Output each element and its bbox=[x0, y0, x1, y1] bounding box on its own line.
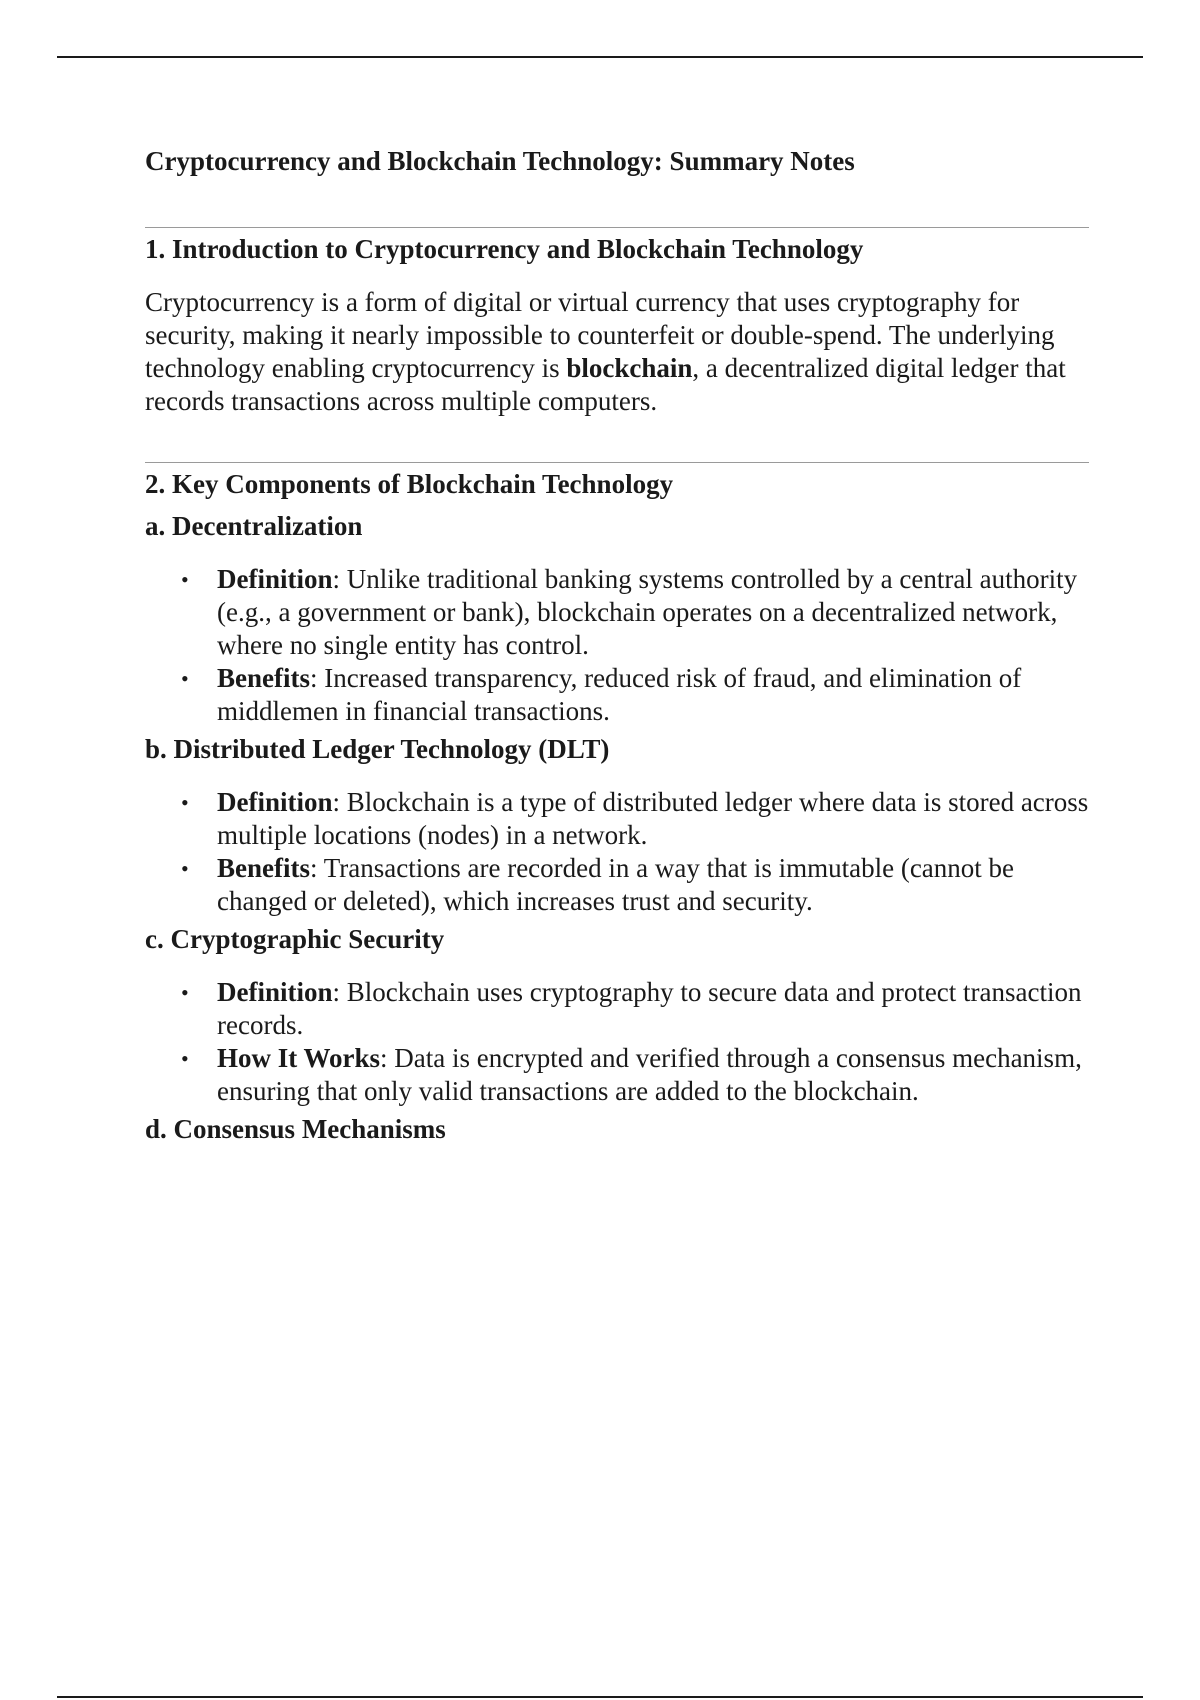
bullet-term: Definition bbox=[217, 564, 333, 594]
bullet-text: : Data is encrypted and verified through a consensus mechanism, ensuring that only valid transactions are added to the blockchain. bbox=[217, 1043, 1082, 1106]
bullet-term: Definition bbox=[217, 787, 333, 817]
bullet-text: : Increased transparency, reduced risk of fraud, and elimination of middlemen in financial transactions. bbox=[217, 663, 1022, 726]
bullet-item bbox=[181, 662, 1089, 728]
bullet-term: How It Works bbox=[217, 1043, 381, 1073]
bullet-term: Benefits bbox=[217, 853, 310, 883]
bullet-dot-icon: • bbox=[181, 856, 189, 881]
page-top-rule bbox=[57, 56, 1143, 58]
bullet-dot-icon: • bbox=[181, 1046, 189, 1071]
bullet-list-cryptographic-security bbox=[145, 976, 1089, 1108]
bullet-item bbox=[181, 786, 1089, 852]
bullet-text: : Transactions are recorded in a way that is immutable (cannot be changed or deleted), which increases trust and security. bbox=[217, 853, 1015, 916]
subsection-heading-dlt: b. Distributed Ledger Technology (DLT) bbox=[145, 734, 610, 764]
document-title: Cryptocurrency and Blockchain Technology: Summary Notes bbox=[145, 146, 855, 176]
document-body bbox=[145, 140, 1089, 1150]
bullet-text: : Blockchain uses cryptography to secure data and protect transaction records. bbox=[217, 977, 1082, 1040]
paragraph-text-start: Cryptocurrency is a form of digital or virtual currency that uses cryptography for security, making it nearly impossible to counterfeit or double-spend. The underlying technology enabling cryptocurrency is bbox=[145, 287, 1055, 383]
bullet-term: Benefits bbox=[217, 663, 310, 693]
section-1-heading: 1. Introduction to Cryptocurrency and Blockchain Technology bbox=[145, 234, 864, 264]
bullet-list-decentralization bbox=[145, 563, 1089, 728]
subsection-heading-consensus-mechanisms: d. Consensus Mechanisms bbox=[145, 1114, 446, 1144]
bullet-dot-icon: • bbox=[181, 567, 189, 592]
paragraph-bold-term: blockchain bbox=[566, 353, 693, 383]
bullet-text: : Unlike traditional banking systems controlled by a central authority (e.g., a government or bank), blockchain operates on a decentralized network, where no single entity has control. bbox=[217, 564, 1078, 660]
subsection-heading-decentralization: a. Decentralization bbox=[145, 511, 363, 541]
bullet-term: Definition bbox=[217, 977, 333, 1007]
bullet-item bbox=[181, 976, 1089, 1042]
bullet-item bbox=[181, 1042, 1089, 1108]
subsection-heading-cryptographic-security: c. Cryptographic Security bbox=[145, 924, 445, 954]
bullet-dot-icon: • bbox=[181, 790, 189, 815]
section-1-paragraph bbox=[145, 286, 1089, 418]
bullet-text: : Blockchain is a type of distributed ledger where data is stored across multiple locations (nodes) in a network. bbox=[217, 787, 1089, 850]
page-bottom-rule bbox=[57, 1696, 1143, 1698]
bullet-list-dlt bbox=[145, 786, 1089, 918]
bullet-item bbox=[181, 563, 1089, 662]
bullet-dot-icon: • bbox=[181, 666, 189, 691]
bullet-item bbox=[181, 852, 1089, 918]
section-2-heading: 2. Key Components of Blockchain Technology bbox=[145, 469, 674, 499]
paragraph-text-end: , a decentralized digital ledger that records transactions across multiple computers. bbox=[145, 353, 1066, 416]
bullet-dot-icon: • bbox=[181, 980, 189, 1005]
